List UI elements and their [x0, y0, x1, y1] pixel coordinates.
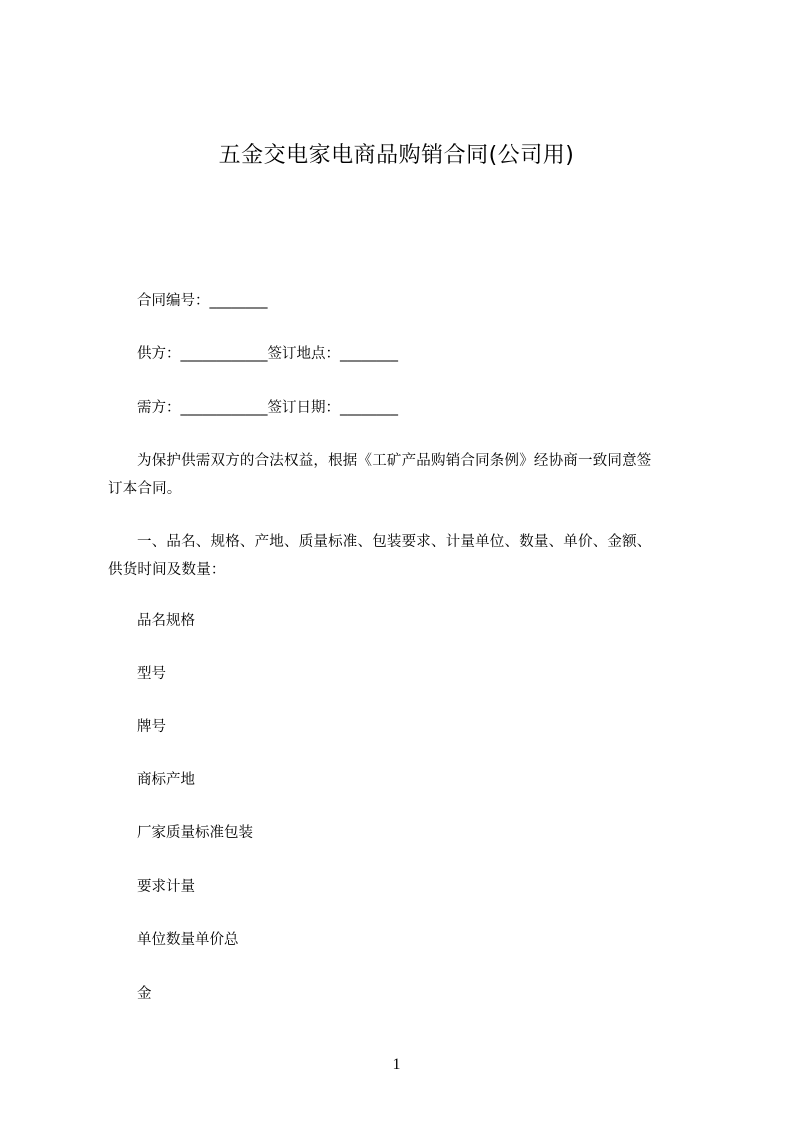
document-title: 五金交电家电商品购销合同(公司用): [218, 143, 575, 168]
buyer-field: 需方：____________签订日期：________: [137, 400, 398, 416]
item-line: 金: [137, 986, 152, 1002]
intro-paragraph: [108, 447, 700, 503]
item-line: 商标产地: [137, 772, 195, 788]
item-line: 型号: [137, 666, 166, 682]
item-line: 厂家质量标准包装: [137, 825, 253, 841]
intro-line-1: 为保护供需双方的合法权益，根据《工矿产品购销合同条例》经协商一致同意签: [137, 453, 652, 469]
section-1-line-1: 一、品名、规格、产地、质量标准、包装要求、计量单位、数量、单价、金额、: [137, 534, 652, 550]
section-1-heading: [108, 528, 700, 584]
item-line: 牌号: [137, 719, 166, 735]
section-1-line-2: 供货时间及数量：: [108, 562, 226, 578]
item-line: 单位数量单价总: [137, 932, 239, 948]
item-line: 要求计量: [137, 879, 195, 895]
contract-number-field: 合同编号：________: [137, 293, 268, 309]
supplier-field: 供方：____________签订地点：________: [137, 346, 398, 362]
intro-line-2: 订本合同。: [108, 481, 182, 497]
item-line: 品名规格: [137, 613, 195, 629]
page-number: 1: [392, 1056, 401, 1073]
